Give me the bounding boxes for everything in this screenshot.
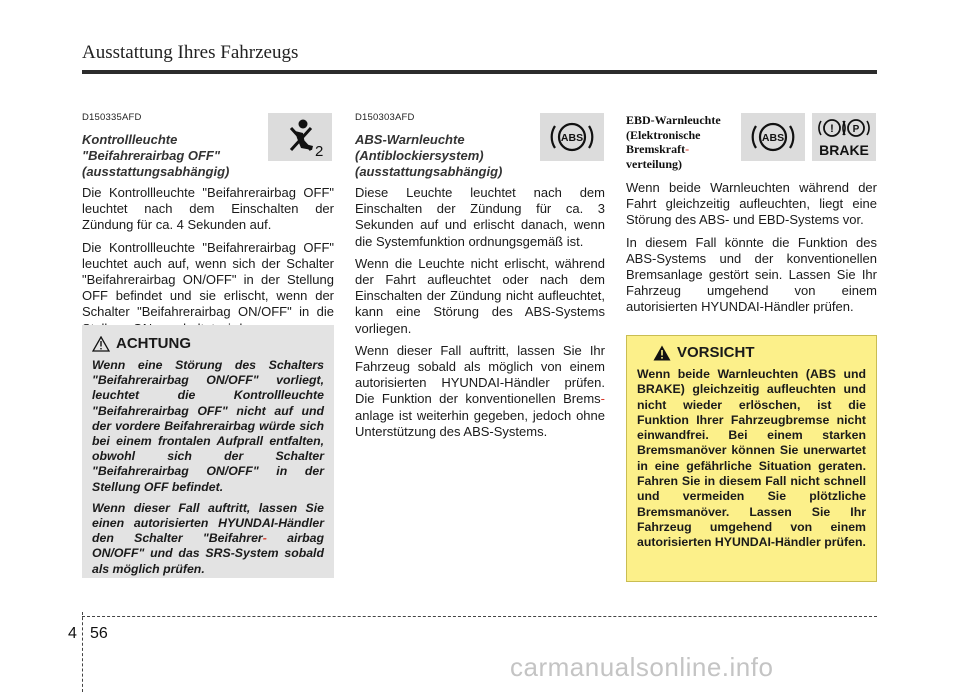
heading-line: (ausstattungsabhängig) — [355, 164, 503, 179]
abs-warning-icon — [540, 113, 604, 161]
warning-triangle-icon — [92, 336, 110, 352]
body-paragraph — [355, 343, 605, 440]
body-paragraph: Die Kontrollleuchte "Beifahrerairbag OFF" leuchtet auch auf, wenn sich der Schalter "Beifahrerairbag ON/OFF" in der Stellung OFF befindet und sie erlischt, wenn der Schalter "Beifahrerairbag ON/OFF" in die — [82, 239, 334, 320]
abs-icon-label: ABS — [560, 132, 584, 144]
body-paragraph: Die Kontrollleuchte "Beifahrerairbag OFF" leuchtet nach dem Einschalten der Zündung für ca. 4 Sekunden auf. — [82, 185, 334, 233]
text-span: Bremskraft — [626, 142, 686, 156]
text-span: anlage ist weiterhin gegeben, jedoch ohne Unterstützung des ABS-Systems. — [355, 407, 605, 439]
column-abs — [355, 112, 605, 446]
page-header-title: Ausstattung Ihres Fahrzeugs — [82, 42, 299, 63]
heading-line: EBD-Warnleuchte — [626, 113, 721, 127]
heading-line: (Elektronische — [626, 127, 701, 142]
vorsicht-title: VORSICHT — [677, 344, 755, 361]
achtung-warning-box — [82, 325, 334, 578]
heading-line: (ausstattungsabhängig) — [82, 164, 230, 179]
achtung-title-row — [92, 335, 324, 352]
heading-line: (Antiblockiersystem) — [355, 148, 484, 163]
footer-divider — [82, 616, 877, 617]
header-rule — [82, 70, 877, 74]
brake-warning-icon — [812, 113, 876, 161]
soft-hyphen: - — [600, 391, 605, 407]
brake-icon-label: BRAKE — [819, 142, 869, 158]
soft-hyphen: - — [262, 531, 267, 546]
heading-line: Kontrollleuchte — [82, 132, 178, 147]
ebd-heading — [626, 113, 721, 171]
body-paragraph: Diese Leuchte leuchtet nach dem Einschalten der Zündung für ca. 3 Sekunden auf und erlischt danach, wenn die Systemfunktion ordnungsgemäß ist. — [355, 185, 605, 249]
abs-warning-icon — [741, 113, 805, 161]
vorsicht-caution-box — [626, 335, 877, 582]
heading-line — [626, 142, 721, 157]
footer-divider-vertical — [82, 612, 84, 692]
body-paragraph: In diesem Fall könnte die Funktion des ABS-Systems und der konventionellen Bremsanlage gestört sein. Lassen Sie Ihr Fahrzeug umgehend von einem autorisierten HYUNDAI-Händler prüfen. — [626, 234, 877, 315]
exclamation-icon-label: ! — [830, 123, 834, 135]
section-code: D150335AFD — [82, 112, 142, 123]
body-paragraph: Wenn beide Warnleuchten während der Fahrt gleichzeitig aufleuchten, liegt eine Störung des ABS- und EBD-Systems vor. — [626, 180, 877, 228]
vorsicht-paragraph: Wenn beide Warnleuchten (ABS und BRAKE) gleichzeitig aufleuchten und nicht wieder erlöschen, ist die Funktion Ihrer Fahrzeugbremse nicht einwandfrei. Bei einem starken Bremsmanöver können Sie unerwartet in eine gefährliche Situation geraten. Fahren Sie in diesem Fall nicht schnell und vermeiden Sie plötzliche Bremsmanöver. Lassen Sie Ihr Fahrzeug umgehend von einem autorisierten HYUNDAI-Händler prüfen. — [637, 367, 866, 550]
column-ebd — [626, 180, 877, 322]
airbag-icon-label: 2 — [315, 143, 324, 158]
achtung-title: ACHTUNG — [116, 335, 191, 352]
text-span: airbag ON/OFF" und das SRS-System sobald als möglich prüfen. — [92, 531, 325, 576]
heading-line: ABS-Warnleuchte — [355, 132, 465, 147]
parking-icon-label: P — [852, 124, 860, 135]
body-paragraph: Wenn die Leuchte nicht erlischt, während der Fahrt aufleuchtet oder nach dem Einschalten der Zündung nicht aufleuchtet, kann eine Störung des ABS-Systems vorliegen. — [355, 255, 605, 336]
section-heading — [355, 132, 530, 180]
heading-line: "Beifahrerairbag OFF" — [82, 148, 221, 163]
airbag-off-icon — [268, 113, 332, 161]
warning-triangle-icon — [653, 345, 671, 361]
page-number: 56 — [90, 625, 108, 642]
achtung-paragraph: Wenn eine Störung des Schalters "Beifahrerairbag ON/OFF" vorliegt, leuchtet die Kontrollleuchte "Beifahrerairbag OFF" nicht auf und der vordere Beifahrerairbag würde sich bei einem frontalen Aufprall entfalten, obwohl sich der Schalter "Beifahrerairbag ON/OFF" in der Stellung OFF befindet. — [92, 358, 324, 494]
text-span: Wenn dieser Fall auftritt, lassen Sie Ihr Fahrzeug sobald als möglich von einem autorisierten HYUNDAI-Händler prüfen. Die Funktion der konventionellen Brems — [355, 342, 605, 407]
chapter-number: 4 — [68, 625, 77, 642]
text-span: Wenn dieser Fall auftritt, lassen Sie einen autorisierten HYUNDAI-Händler den Schalter "Beifahrer — [92, 500, 324, 546]
heading-line: verteilung) — [626, 156, 682, 171]
achtung-paragraph — [92, 501, 324, 577]
vorsicht-title-row — [653, 344, 866, 361]
section-heading — [82, 132, 252, 180]
section-code: D150303AFD — [355, 112, 415, 123]
soft-hyphen: - — [685, 142, 690, 156]
watermark-text: carmanualsonline.info — [510, 652, 774, 682]
abs-icon-label: ABS — [761, 132, 785, 144]
